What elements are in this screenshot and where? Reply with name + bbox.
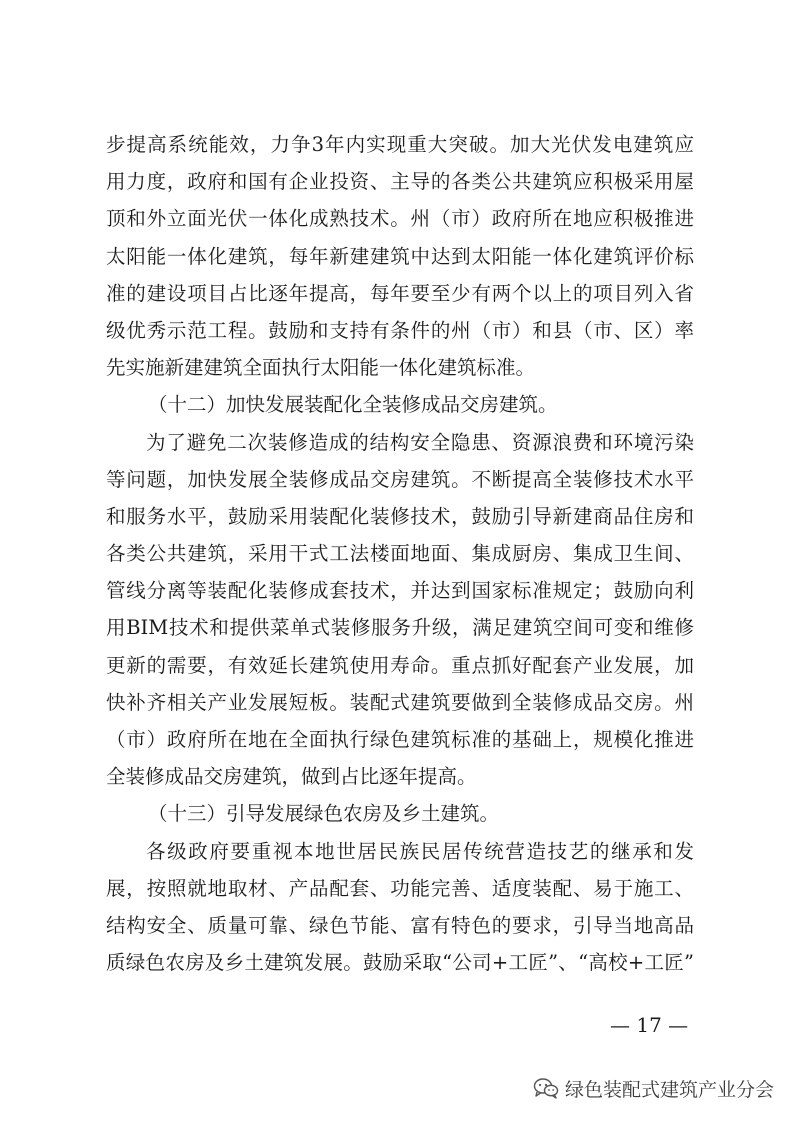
- text-line: 太阳能一体化建筑，每年新建建筑中达到太阳能一体化建筑评价标: [106, 244, 694, 268]
- text-line: 准的建设项目占比逐年提高，每年要至少有两个以上的项目列入省: [106, 281, 694, 305]
- text-line: 管线分离等装配化装修成套技术，并达到国家标准规定；鼓励向利: [106, 579, 694, 603]
- text-line: （市）政府所在地在全面执行绿色建筑标准的基础上，规模化推进: [106, 728, 694, 751]
- text-line: 各级政府要重视本地世居民族民居传统营造技艺的继承和发: [146, 839, 694, 863]
- text-line: 为了避免二次装修造成的结构安全隐患、资源浪费和环境污染: [146, 430, 694, 454]
- text-line: 用BIM技术和提供菜单式装修服务升级，满足建筑空间可变和维修: [106, 616, 694, 640]
- text-line: 质绿色农房及乡土建筑发展。鼓励采取“公司+工匠”、“高校+工匠”: [106, 951, 694, 975]
- text-line: 顶和外立面光伏一体化成熟技术。州（市）政府所在地应积极推进: [106, 207, 694, 231]
- text-line: 用力度，政府和国有企业投资、主导的各类公共建筑应积极采用屋: [106, 170, 694, 194]
- text-line: 快补齐相关产业发展短板。装配式建筑要做到全装修成品交房。州: [106, 690, 694, 714]
- text-line: 等问题，加快发展全装修成品交房建筑。不断提高全装修技术水平: [106, 467, 694, 491]
- text-line: 和服务水平，鼓励采用装配化装修技术，鼓励引导新建商品住房和: [106, 504, 694, 528]
- watermark: [533, 1074, 774, 1102]
- watermark-text: 绿色装配式建筑产业分会: [565, 1078, 775, 1101]
- text-line: 各类公共建筑，采用干式工法楼面地面、集成厨房、集成卫生间、: [106, 542, 694, 566]
- body-text: [106, 126, 694, 981]
- text-line: 展，按照就地取材、产品配套、功能完善、适度装配、易于施工、: [106, 876, 694, 900]
- text-line: 结构安全、质量可靠、绿色节能、富有特色的要求，引导当地高品: [106, 913, 694, 937]
- section-heading-12: （十二）加快发展装配化全装修成品交房建筑。: [148, 393, 558, 417]
- page-number: — 17 —: [610, 1013, 689, 1037]
- text-line: 更新的需要，有效延长建筑使用寿命。重点抓好配套产业发展，加: [106, 653, 694, 677]
- text-line: 步提高系统能效，力争3年内实现重大突破。加大光伏发电建筑应: [106, 133, 694, 156]
- text-line: 全装修成品交房建筑，做到占比逐年提高。: [106, 765, 477, 789]
- text-line: 先实施新建建筑全面执行太阳能一体化建筑标准。: [106, 356, 536, 380]
- wechat-icon: [533, 1077, 559, 1099]
- text-line: 级优秀示范工程。鼓励和支持有条件的州（市）和县（市、区）率: [106, 318, 694, 342]
- section-heading-13: （十三）引导发展绿色农房及乡土建筑。: [148, 802, 500, 826]
